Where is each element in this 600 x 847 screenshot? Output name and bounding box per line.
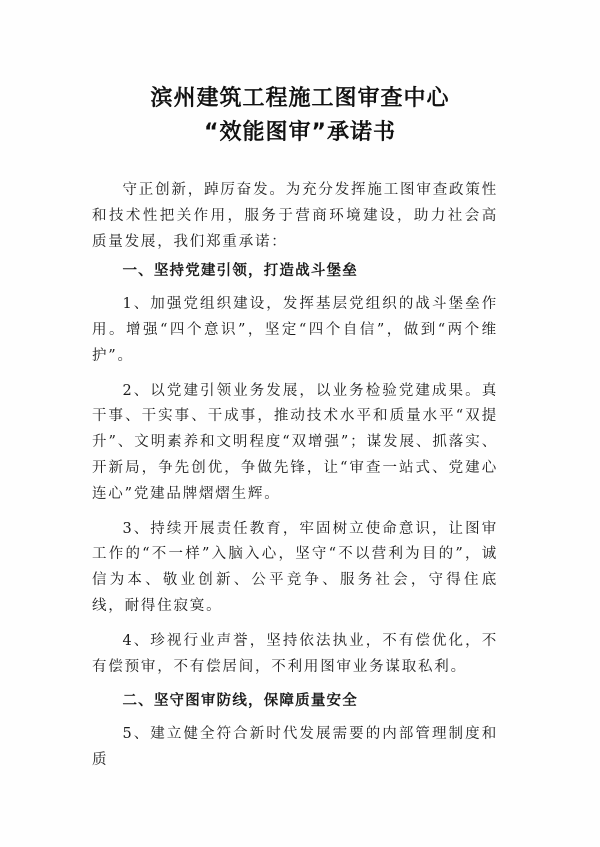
commitment-item-2: 2、以党建引领业务发展，以业务检验党建成果。真干事、干实事、干成事，推动技术水平和质量水平“双提升”、文明素养和文明程度“双增强”；谋发展、抓落实、开新局，争先创优，争做先锋，让“审查一站式、党建心连心”党建品牌熠熠生辉。 — [92, 382, 498, 502]
commitment-item-1: 1、加强党组织建设，发挥基层党组织的战斗堡垒作用。增强“四个意识”，坚定“四个自信”，做到“两个维护”。 — [92, 296, 498, 364]
document-title-block — [0, 82, 600, 150]
document-body — [92, 178, 498, 783]
section-heading-2: 二、坚守图审防线，保障质量安全 — [122, 693, 358, 710]
intro-paragraph: 守正创新，踔厉奋发。为充分发挥施工图审查政策性和技术性把关作用，服务于营商环境建设，助力社会高质量发展，我们郑重承诺： — [92, 182, 498, 250]
section-heading-1: 一、坚持党建引领，打造战斗堡垒 — [122, 263, 358, 280]
document-title: 滨州建筑工程施工图审查中心 — [150, 86, 450, 111]
document-subtitle: “效能图审”承诺书 — [204, 120, 396, 145]
commitment-item-5: 5、建立健全符合新时代发展需要的内部管理制度和质 — [92, 726, 498, 768]
commitment-item-3: 3、持续开展责任教育，牢固树立使命意识，让图审工作的“不一样”入脑入心，坚守“不以营利为目的”，诚信为本、敬业创新、公平竞争、服务社会，守得住底线，耐得住寂寞。 — [92, 520, 498, 614]
commitment-item-4: 4、珍视行业声誉，坚持依法执业，不有偿优化，不有偿预审，不有偿居间，不利用图审业务谋取私利。 — [92, 632, 498, 675]
